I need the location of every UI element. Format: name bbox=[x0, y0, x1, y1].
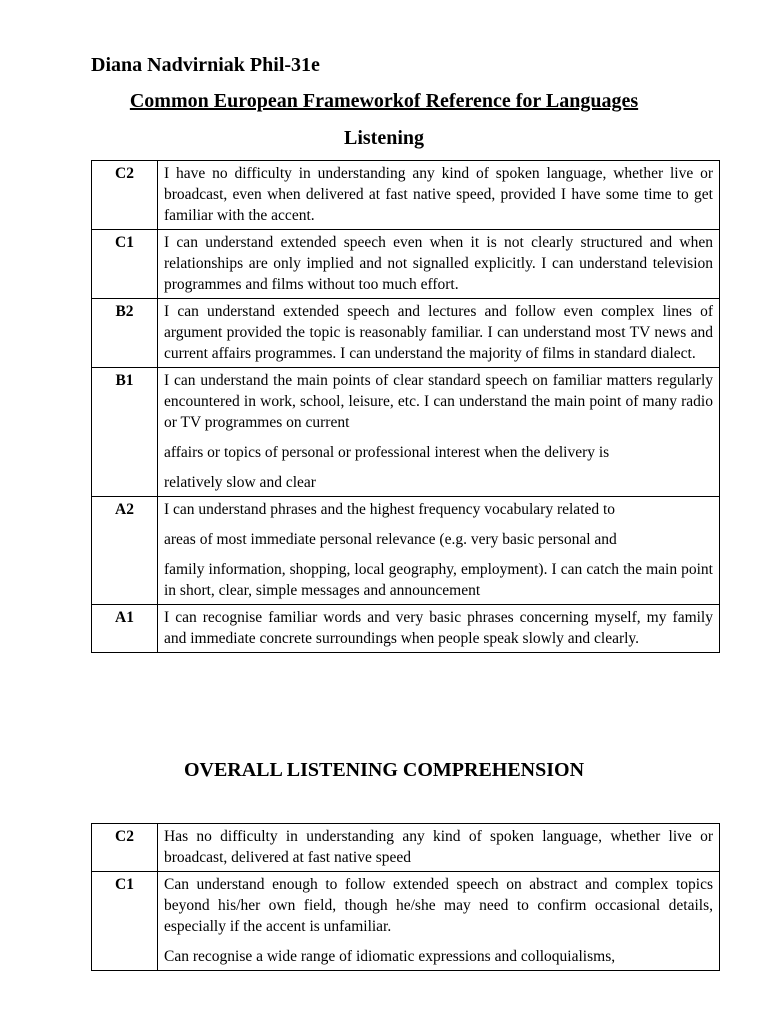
listening-section-title: Listening bbox=[343, 127, 425, 149]
description-text: I can understand the main points of clear standard speech on familiar matters regularly encountered in work, school, leisure, etc. I can understand the main point of many radio or TV programmes on current bbox=[164, 372, 713, 431]
overall-table bbox=[91, 823, 720, 971]
description-text: I can understand phrases and the highest frequency vocabulary related to bbox=[164, 501, 616, 518]
description-cell bbox=[158, 161, 720, 230]
level-cell: A2 bbox=[92, 497, 158, 605]
table-row bbox=[92, 497, 720, 605]
description-text: I have no difficulty in understanding any kind of spoken language, whether live or broadcast, even when delivered at fast native speed, provided I have some time to get familiar with the accent. bbox=[164, 165, 713, 224]
description-cell bbox=[158, 872, 720, 971]
level-cell: C1 bbox=[92, 872, 158, 971]
description-text: I can recognise familiar words and very basic phrases concerning myself, my family and immediate concrete surroundings when people speak slowly and clearly. bbox=[164, 609, 713, 647]
overall-section-title: OVERALL LISTENING COMPREHENSION bbox=[183, 759, 585, 781]
description-cell bbox=[158, 497, 720, 605]
description-cell bbox=[158, 230, 720, 299]
description-cell bbox=[158, 824, 720, 872]
author-name: Diana Nadvirniak Phil-31e bbox=[91, 54, 320, 76]
table-row bbox=[92, 872, 720, 971]
level-cell: C2 bbox=[92, 161, 158, 230]
level-cell: C2 bbox=[92, 824, 158, 872]
description-cell bbox=[158, 605, 720, 653]
description-text: I can understand extended speech and lectures and follow even complex lines of argument provided the topic is reasonably familiar. I can understand most TV news and current affairs programmes. I can understand the majority of films in standard dialect. bbox=[164, 303, 713, 362]
description-cell bbox=[158, 299, 720, 368]
description-cell bbox=[158, 368, 720, 497]
table-row bbox=[92, 161, 720, 230]
listening-table bbox=[91, 160, 720, 653]
level-cell: C1 bbox=[92, 230, 158, 299]
description-text: affairs or topics of personal or professional interest when the delivery is bbox=[164, 444, 610, 461]
description-text: Can recognise a wide range of idiomatic expressions and colloquialisms, bbox=[164, 948, 616, 965]
table-row bbox=[92, 605, 720, 653]
description-text: I can understand extended speech even when it is not clearly structured and when relationships are only implied and not signalled explicitly. I can understand television programmes and films without too much effort. bbox=[164, 234, 713, 293]
document-title: Common European Frameworkof Reference for Languages bbox=[129, 90, 639, 112]
description-text: family information, shopping, local geography, employment). I can catch the main point in short, clear, simple messages and announcement bbox=[164, 561, 713, 599]
table-row bbox=[92, 299, 720, 368]
description-text: areas of most immediate personal relevance (e.g. very basic personal and bbox=[164, 531, 617, 548]
description-text: Can understand enough to follow extended speech on abstract and complex topics beyond his/her own field, though he/she may need to confirm occasional details, especially if the accent is unfamiliar. bbox=[164, 876, 713, 935]
level-cell: A1 bbox=[92, 605, 158, 653]
level-cell: B2 bbox=[92, 299, 158, 368]
table-row bbox=[92, 368, 720, 497]
description-text: Has no difficulty in understanding any kind of spoken language, whether live or broadcast, delivered at fast native speed bbox=[164, 828, 713, 866]
level-cell: B1 bbox=[92, 368, 158, 497]
table-row bbox=[92, 824, 720, 872]
description-text: relatively slow and clear bbox=[164, 474, 316, 491]
table-row bbox=[92, 230, 720, 299]
